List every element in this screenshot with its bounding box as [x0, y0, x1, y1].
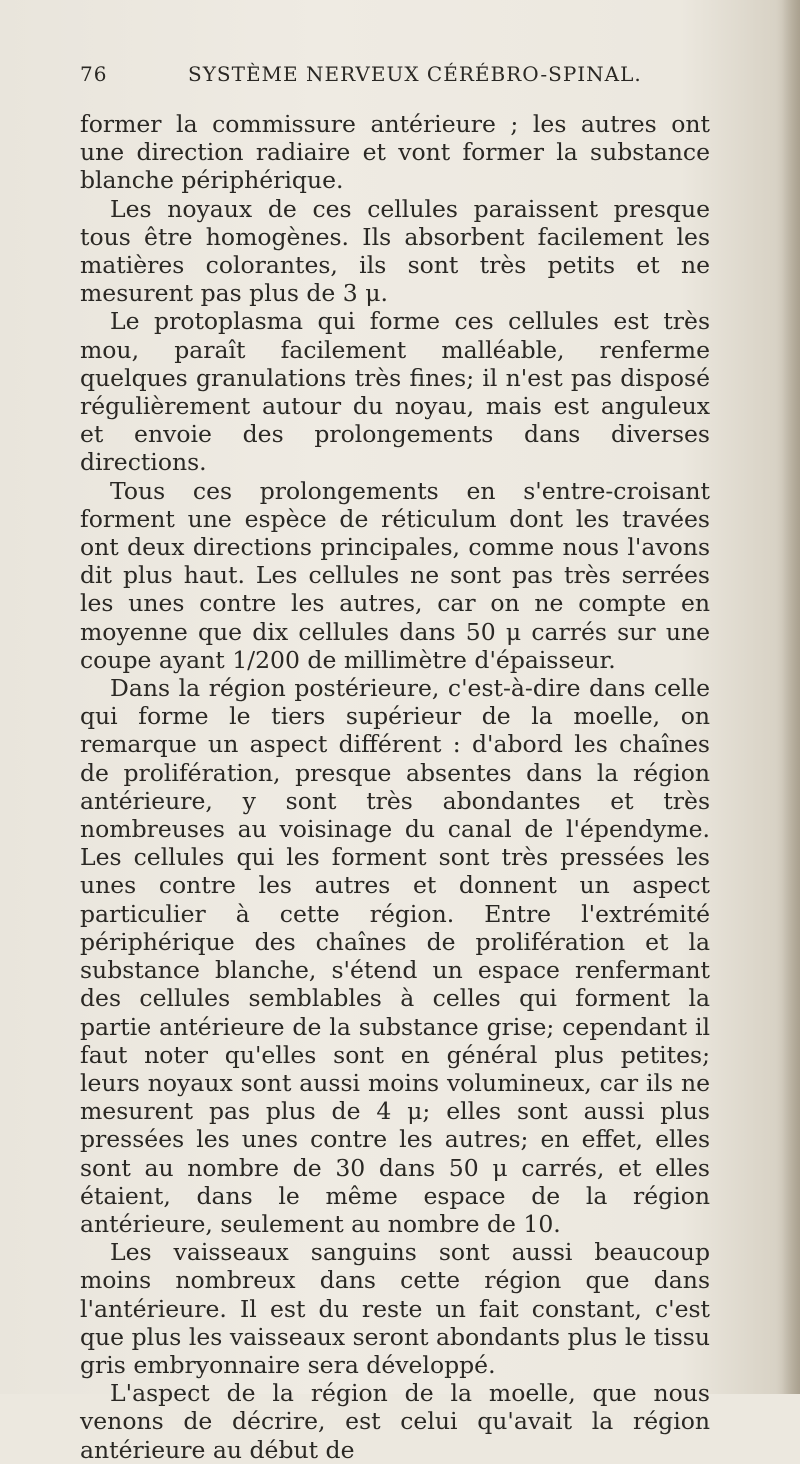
paragraph-5: Dans la région postérieure, c'est-à-dire dans celle qui forme le tiers supérieur de la moelle, on remarque un aspect différent : d'abord les chaînes de prolifération, presque absentes dans la région antérieure, y sont très abondantes et très nombreuses au voisinage du canal de l'épendyme. Les cellules qui les forment sont très pressées les unes contre les autres et donnent un aspect particulier à cette région. Entre l'extrémité périphérique des chaînes de prolifération et la substance blanche, s'étend un espace renfermant des cellules semblables à celles qui forment la partie antérieure de la substance grise; cependant il faut noter qu'elles sont en général plus petites; leurs noyaux sont aussi moins volumineux, car ils ne mesurent pas plus de 4 μ; elles sont aussi plus pressées les unes contre les autres; en effet, elles sont au nombre de 30 dans 50 μ carrés, et elles étaient, dans le même espace de la région antérieure, seulement au nombre de 10.	[80, 674, 710, 1238]
page-number: 76	[80, 62, 108, 86]
paragraph-1: former la commissure antérieure ; les autres ont une direction radiaire et vont former la substance blanche périphérique.	[80, 110, 710, 195]
body-text	[80, 110, 710, 1464]
running-header	[80, 62, 700, 92]
paragraph-4: Tous ces prolongements en s'entre-croisant forment une espèce de réticulum dont les travées ont deux directions principales, comme nous l'avons dit plus haut. Les cellules ne sont pas très serrées les unes contre les autres, car on ne compte en moyenne que dix cellules dans 50 μ carrés sur une coupe ayant 1/200 de millimètre d'épaisseur.	[80, 476, 710, 674]
paragraph-2: Les noyaux de ces cellules paraissent presque tous être homogènes. Ils absorbent facilement les matières colorantes, ils sont très petits et ne mesurent pas plus de 3 μ.	[80, 194, 710, 308]
running-title: SYSTÈME NERVEUX CÉRÉBRO-SPINAL.	[188, 62, 642, 86]
paragraph-3: Le protoplasma qui forme ces cellules est très mou, paraît facilement malléable, renferme quelques granulations très fines; il n'est pas disposé régulièrement autour du noyau, mais est anguleux et envoie des prolongements dans diverses directions.	[80, 307, 710, 477]
paragraph-6: Les vaisseaux sanguins sont aussi beaucoup moins nombreux dans cette région que dans l'antérieure. Il est du reste un fait constant, c'est que plus les vaisseaux seront abondants plus le tissu gris embryonnaire sera développé.	[80, 1238, 710, 1379]
page-edge-shadow	[782, 0, 800, 1394]
paragraph-7: L'aspect de la région de la moelle, que nous venons de décrire, est celui qu'avait la région antérieure au début de	[80, 1379, 710, 1464]
